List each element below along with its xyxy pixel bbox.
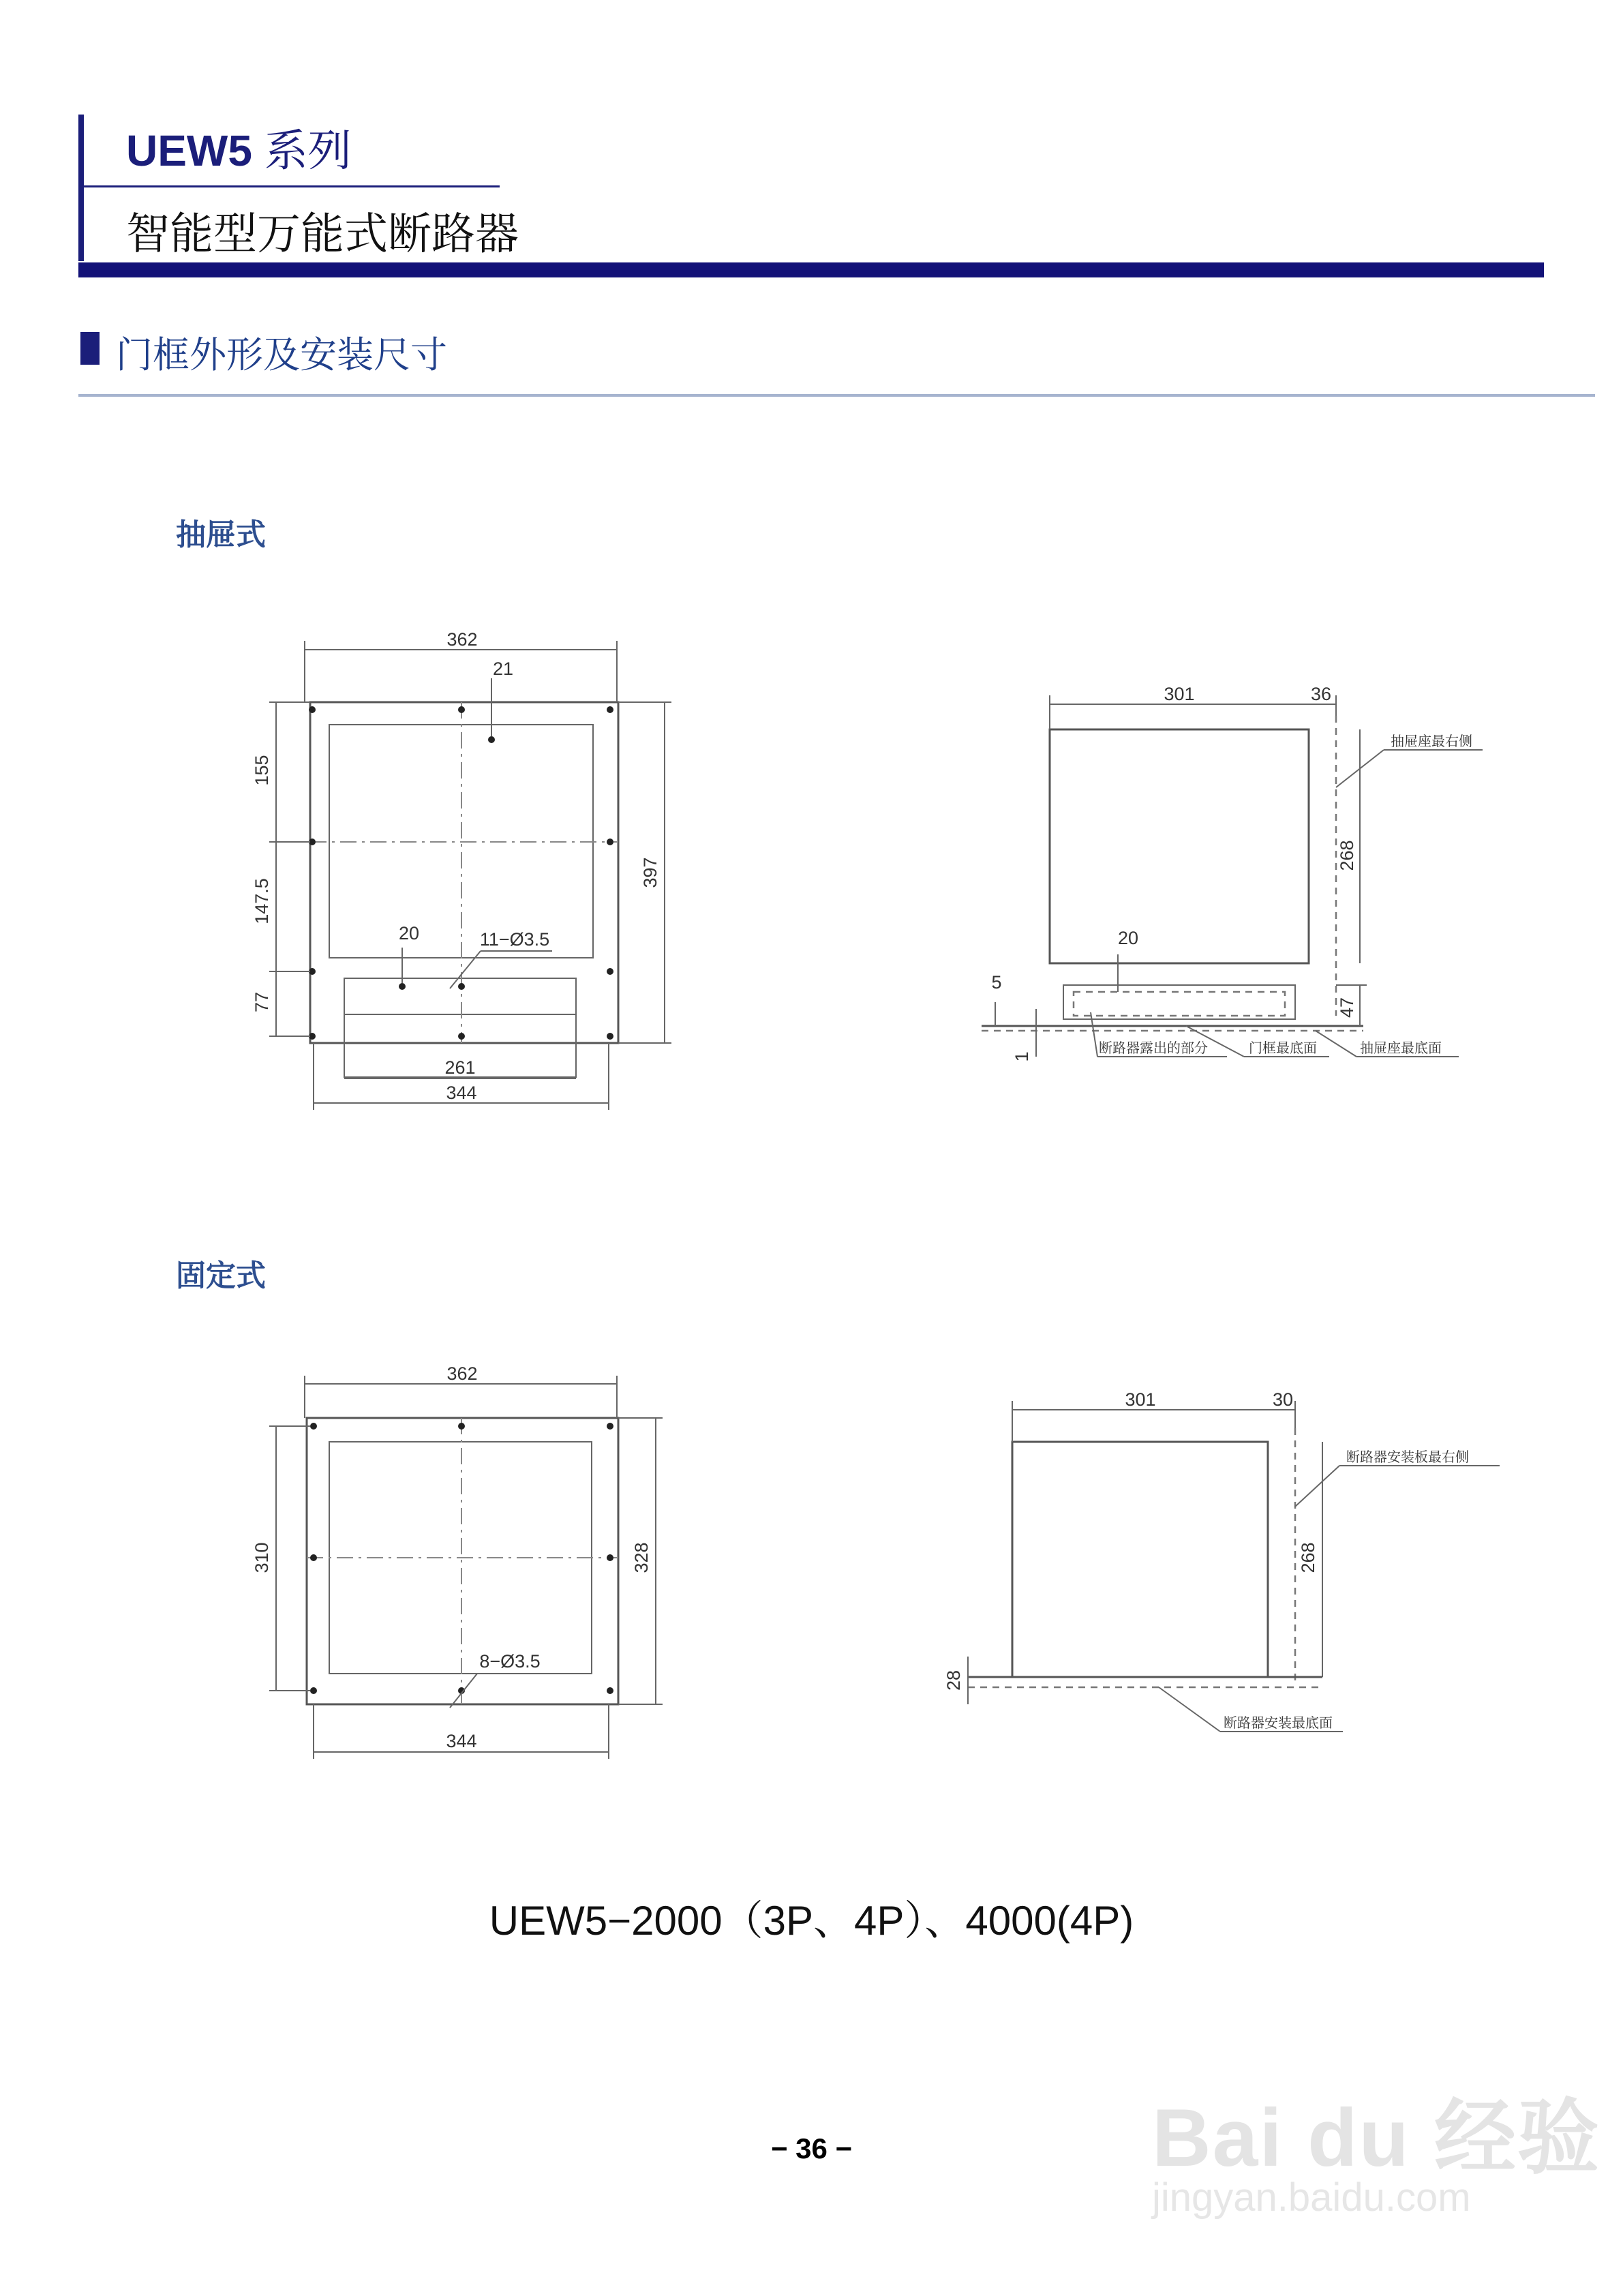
dim-text: 77 xyxy=(252,991,272,1013)
page-number: − 36 − xyxy=(770,2132,853,2164)
dim-text: 36 xyxy=(1310,684,1332,704)
door-frame-outline xyxy=(310,702,618,1043)
dim-text: 261 xyxy=(444,1057,476,1078)
dim-text: 20 xyxy=(1117,928,1139,948)
note-text: 断路器安装最底面 xyxy=(1224,1715,1333,1731)
dim-text: 301 xyxy=(1125,1389,1156,1410)
leader-line xyxy=(1159,1687,1220,1732)
hole xyxy=(607,968,613,975)
leader-line xyxy=(1316,1031,1356,1057)
dim-text: 155 xyxy=(252,755,272,786)
hole xyxy=(309,706,316,713)
section-title: 门框外形及安装尺寸 xyxy=(116,335,447,376)
note-text: 断路器安装板最右侧 xyxy=(1346,1449,1469,1465)
dim-text: 11−Ø3.5 xyxy=(479,929,550,950)
dim-text: 344 xyxy=(446,1731,477,1751)
hole xyxy=(607,839,613,845)
leader-line xyxy=(450,1674,477,1708)
hole xyxy=(310,1423,317,1430)
hole xyxy=(488,736,495,743)
drawout-label: 抽屉式 xyxy=(176,518,266,552)
dim-text: 362 xyxy=(446,1363,478,1384)
dim-text: 5 xyxy=(991,972,1002,993)
dim-text: 344 xyxy=(446,1083,477,1103)
dim-text: 310 xyxy=(252,1542,272,1573)
base-block xyxy=(1063,985,1295,1019)
leader-line xyxy=(1295,1466,1339,1507)
model-caption: UEW5−2000（3P、4P）、4000(4P) xyxy=(489,1898,1134,1944)
series-prefix: UEW5 xyxy=(126,126,252,175)
hole xyxy=(607,706,613,713)
dim-text: 268 xyxy=(1298,1542,1318,1573)
watermark-url: jingyan.baidu.com xyxy=(1152,2175,1471,2220)
hole xyxy=(458,983,465,990)
note-text: 抽屉座最右侧 xyxy=(1391,733,1472,749)
dim-text: 362 xyxy=(446,629,478,650)
dim-text: 1 xyxy=(1012,1051,1032,1062)
hole xyxy=(607,1033,613,1040)
dim-text: 21 xyxy=(492,659,514,679)
dim-text: 28 xyxy=(943,1670,964,1691)
dim-text: 301 xyxy=(1164,684,1195,704)
fixed-label: 固定式 xyxy=(176,1259,266,1293)
dim-text: 20 xyxy=(398,923,420,943)
dim-text: 268 xyxy=(1337,840,1357,871)
hole xyxy=(310,1554,317,1561)
fixed-side-view xyxy=(943,1389,1500,1732)
leader-line xyxy=(450,951,481,988)
breaker-body xyxy=(1050,729,1309,963)
dim-text: 147.5 xyxy=(252,878,272,924)
note-text: 抽屉座最底面 xyxy=(1360,1040,1442,1056)
dim-text: 47 xyxy=(1337,997,1357,1018)
watermark-logo: Bai du 经验 xyxy=(1152,2092,1601,2184)
series-suffix: 系列 xyxy=(252,126,352,175)
product-name: 智能型万能式断路器 xyxy=(126,209,519,258)
note-text: 门框最底面 xyxy=(1249,1040,1317,1056)
hole xyxy=(399,983,406,990)
hole xyxy=(607,1687,613,1694)
dim-text: 397 xyxy=(640,857,661,888)
hole xyxy=(310,1687,317,1694)
dim-text: 8−Ø3.5 xyxy=(479,1651,541,1672)
dim-text: 328 xyxy=(631,1542,652,1573)
fixed-front-view xyxy=(252,1363,663,1759)
breaker-body xyxy=(1012,1442,1268,1677)
drawout-front-view xyxy=(252,629,671,1110)
protruding-part xyxy=(1074,992,1285,1016)
hole xyxy=(607,1423,613,1430)
dim-text: 30 xyxy=(1272,1389,1294,1410)
door-frame-outline xyxy=(307,1418,618,1704)
hole xyxy=(607,1554,613,1561)
drawout-side-view xyxy=(982,684,1483,1062)
hole xyxy=(458,1423,465,1430)
note-text: 断路器露出的部分 xyxy=(1099,1040,1208,1056)
hole xyxy=(458,706,465,713)
hole xyxy=(458,1033,465,1040)
